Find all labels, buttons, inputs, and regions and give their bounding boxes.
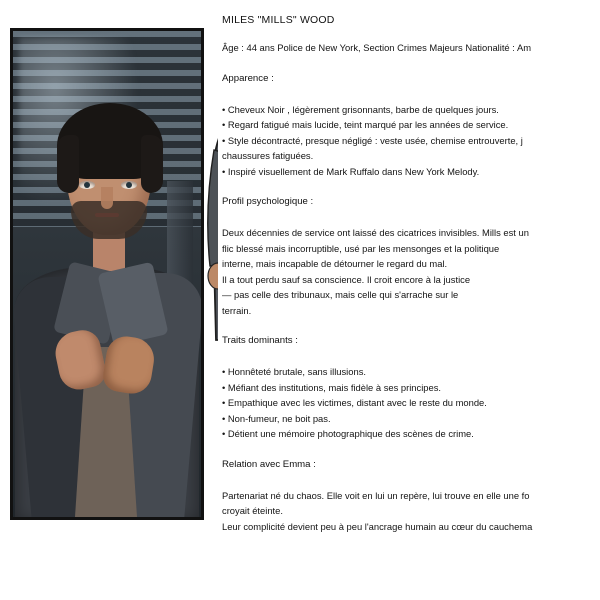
- hair-side-right: [141, 135, 163, 193]
- section-heading-relation: Relation avec Emma :: [222, 458, 316, 470]
- relation-line-1: Partenariat né du chaos. Elle voit en lui un repère, lui trouve en elle une fo: [222, 489, 530, 501]
- traits-line-3: • Empathique avec les victimes, distant avec le reste du monde.: [222, 397, 487, 408]
- mouth: [95, 213, 119, 217]
- apparence-line-2: • Regard fatigué mais lucide, teint marqué par les années de service.: [222, 119, 509, 130]
- traits-line-2: • Méfiant des institutions, mais fidèle à ses principes.: [222, 381, 442, 393]
- profil-line-2: flic blessé mais incorruptible, usé par les mensonges et la politique: [222, 242, 500, 254]
- spacer: [222, 318, 600, 333]
- traits-line-1: • Honnêteté brutale, sans illusions.: [222, 366, 366, 377]
- profil-line-5: — pas celle des tribunaux, mais celle qui s'arrache sur le: [222, 289, 459, 300]
- spacer: [222, 442, 600, 457]
- apparence-line-1: • Cheveux Noir , légèrement grisonnants, barbe de quelques jours.: [222, 103, 499, 115]
- spacer: [222, 179, 600, 194]
- relation-line-2: croyait éteinte.: [222, 505, 283, 516]
- relation-line-3: Leur complicité devient peu à peu l'ancrage humain au cœur du cauchema: [222, 520, 533, 532]
- spacer: [222, 473, 600, 488]
- pupil-right: [126, 182, 132, 188]
- character-portrait-panel: [10, 28, 204, 520]
- apparence-line-3: • Style décontracté, presque négligé : veste usée, chemise entrouverte, j: [222, 134, 523, 146]
- profil-line-6: terrain.: [222, 304, 252, 316]
- page-title: MILES "MILLS" WOOD: [222, 14, 335, 26]
- profil-line-3: interne, mais incapable de détourner le regard du mal.: [222, 258, 448, 269]
- apparence-line-4: chaussures fatiguées.: [222, 150, 314, 161]
- hair-side-left: [57, 135, 79, 193]
- character-figure: [13, 31, 201, 517]
- spacer: [222, 210, 600, 225]
- section-heading-profil: Profil psychologique :: [222, 196, 314, 207]
- nose: [101, 187, 113, 209]
- spacer: [222, 87, 600, 102]
- spacer: [222, 56, 600, 71]
- traits-line-4: • Non-fumeur, ne boit pas.: [222, 412, 331, 424]
- apparence-line-5: • Inspiré visuellement de Mark Ruffalo dans New York Melody.: [222, 165, 480, 177]
- traits-line-5: • Détient une mémoire photographique des scènes de crime.: [222, 428, 474, 439]
- profil-line-4: Il a tout perdu sauf sa conscience. Il croit encore à la justice: [222, 273, 471, 285]
- standing-figure-silhouette: [196, 40, 218, 540]
- illustration-column: [0, 0, 218, 600]
- spacer: [222, 349, 600, 364]
- text-column: [222, 0, 600, 600]
- identity-line: Âge : 44 ans Police de New York, Section Crimes Majeurs Nationalité : Am: [222, 42, 532, 53]
- pupil-left: [84, 182, 90, 188]
- section-heading-traits: Traits dominants :: [222, 335, 298, 346]
- profil-line-1: Deux décennies de service ont laissé des cicatrices invisibles. Mills est un: [222, 227, 529, 238]
- section-heading-apparence: Apparence :: [222, 72, 274, 84]
